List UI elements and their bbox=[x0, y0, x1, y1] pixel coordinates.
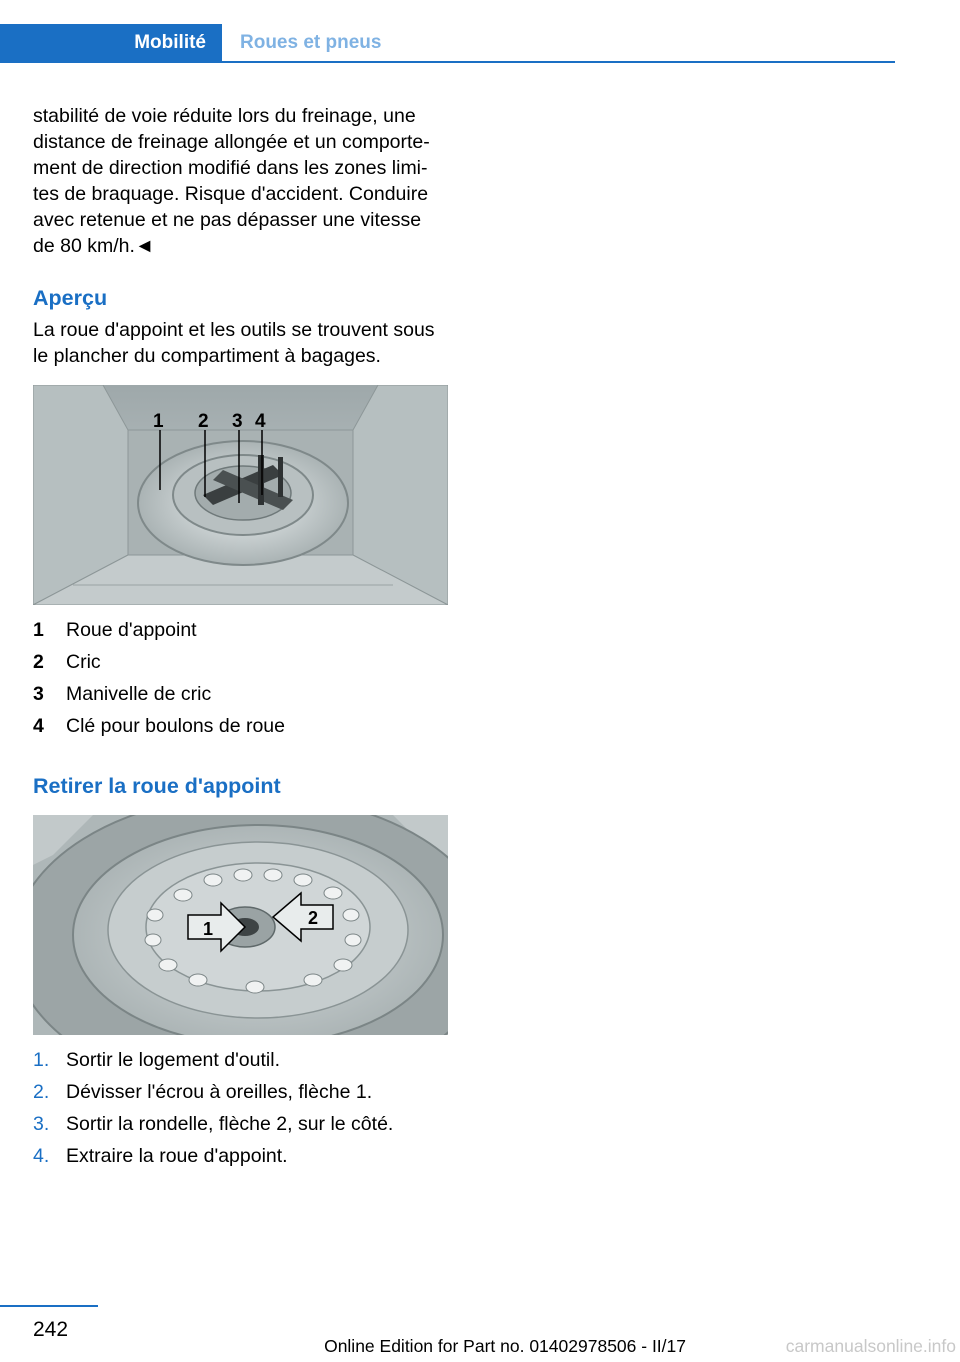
figure-label: 3 bbox=[232, 411, 243, 432]
page-number: 242 bbox=[33, 1318, 69, 1341]
section-retirer bbox=[33, 774, 449, 799]
intro-paragraph bbox=[33, 103, 449, 259]
step-number: 3. bbox=[33, 1113, 50, 1135]
watermark: carmanualsonline.info bbox=[785, 1336, 956, 1356]
step-text: Dévisser l'écrou à oreilles, flèche 1. bbox=[66, 1081, 373, 1103]
step-text: Extraire la roue d'appoint. bbox=[66, 1145, 288, 1167]
section-title-retirer: Retirer la roue d'appoint bbox=[33, 774, 281, 798]
step-number: 2. bbox=[33, 1081, 50, 1103]
step-number: 4. bbox=[33, 1145, 50, 1167]
spare-wheel-illustration bbox=[33, 385, 448, 605]
legend-number: 1 bbox=[33, 619, 44, 641]
intro-line: ment de direction modifié dans les zones limi- bbox=[33, 157, 428, 179]
page-header bbox=[0, 0, 960, 64]
section-title-apercu: Aperçu bbox=[33, 286, 108, 310]
figure-label: 1 bbox=[153, 411, 164, 432]
figure-spare-wheel-overview bbox=[33, 385, 448, 605]
figure-label: 2 bbox=[198, 411, 209, 432]
legend-number: 4 bbox=[33, 715, 44, 737]
figure-wing-nut bbox=[33, 815, 448, 1035]
intro-line: tes de braquage. Risque d'accident. Conduire bbox=[33, 183, 429, 205]
legend-number: 2 bbox=[33, 651, 44, 673]
intro-line: de 80 km/h.◄ bbox=[33, 235, 155, 257]
section-text-line: La roue d'appoint et les outils se trouvent sous bbox=[33, 319, 435, 341]
legend-text: Cric bbox=[66, 651, 101, 673]
wing-nut-illustration bbox=[33, 815, 448, 1035]
intro-line: distance de freinage allongée et un comporte- bbox=[33, 131, 430, 153]
intro-line: avec retenue et ne pas dépasser une vitesse bbox=[33, 209, 422, 231]
step-number: 1. bbox=[33, 1049, 50, 1071]
legend-text: Roue d'appoint bbox=[66, 619, 197, 641]
edition-note: Online Edition for Part no. 01402978506 - II/17 bbox=[324, 1336, 686, 1356]
step-text: Sortir le logement d'outil. bbox=[66, 1049, 280, 1071]
footer-rule bbox=[0, 1305, 98, 1307]
legend-number: 3 bbox=[33, 683, 44, 705]
figure-label: 4 bbox=[255, 411, 266, 432]
arrow-label: 1 bbox=[203, 919, 214, 939]
legend-text: Manivelle de cric bbox=[66, 683, 212, 705]
arrow-label: 2 bbox=[308, 908, 319, 928]
chapter-tab-roues-et-pneus: Roues et pneus bbox=[240, 32, 382, 53]
section-apercu bbox=[33, 286, 449, 369]
intro-line: stabilité de voie réduite lors du freinage, une bbox=[33, 105, 416, 127]
section-tab-mobilite: Mobilité bbox=[0, 24, 222, 62]
step-text: Sortir la rondelle, flèche 2, sur le côté. bbox=[66, 1113, 394, 1135]
section-text-line: le plancher du compartiment à bagages. bbox=[33, 345, 381, 367]
header-rule bbox=[0, 61, 895, 63]
legend-text: Clé pour boulons de roue bbox=[66, 715, 285, 737]
